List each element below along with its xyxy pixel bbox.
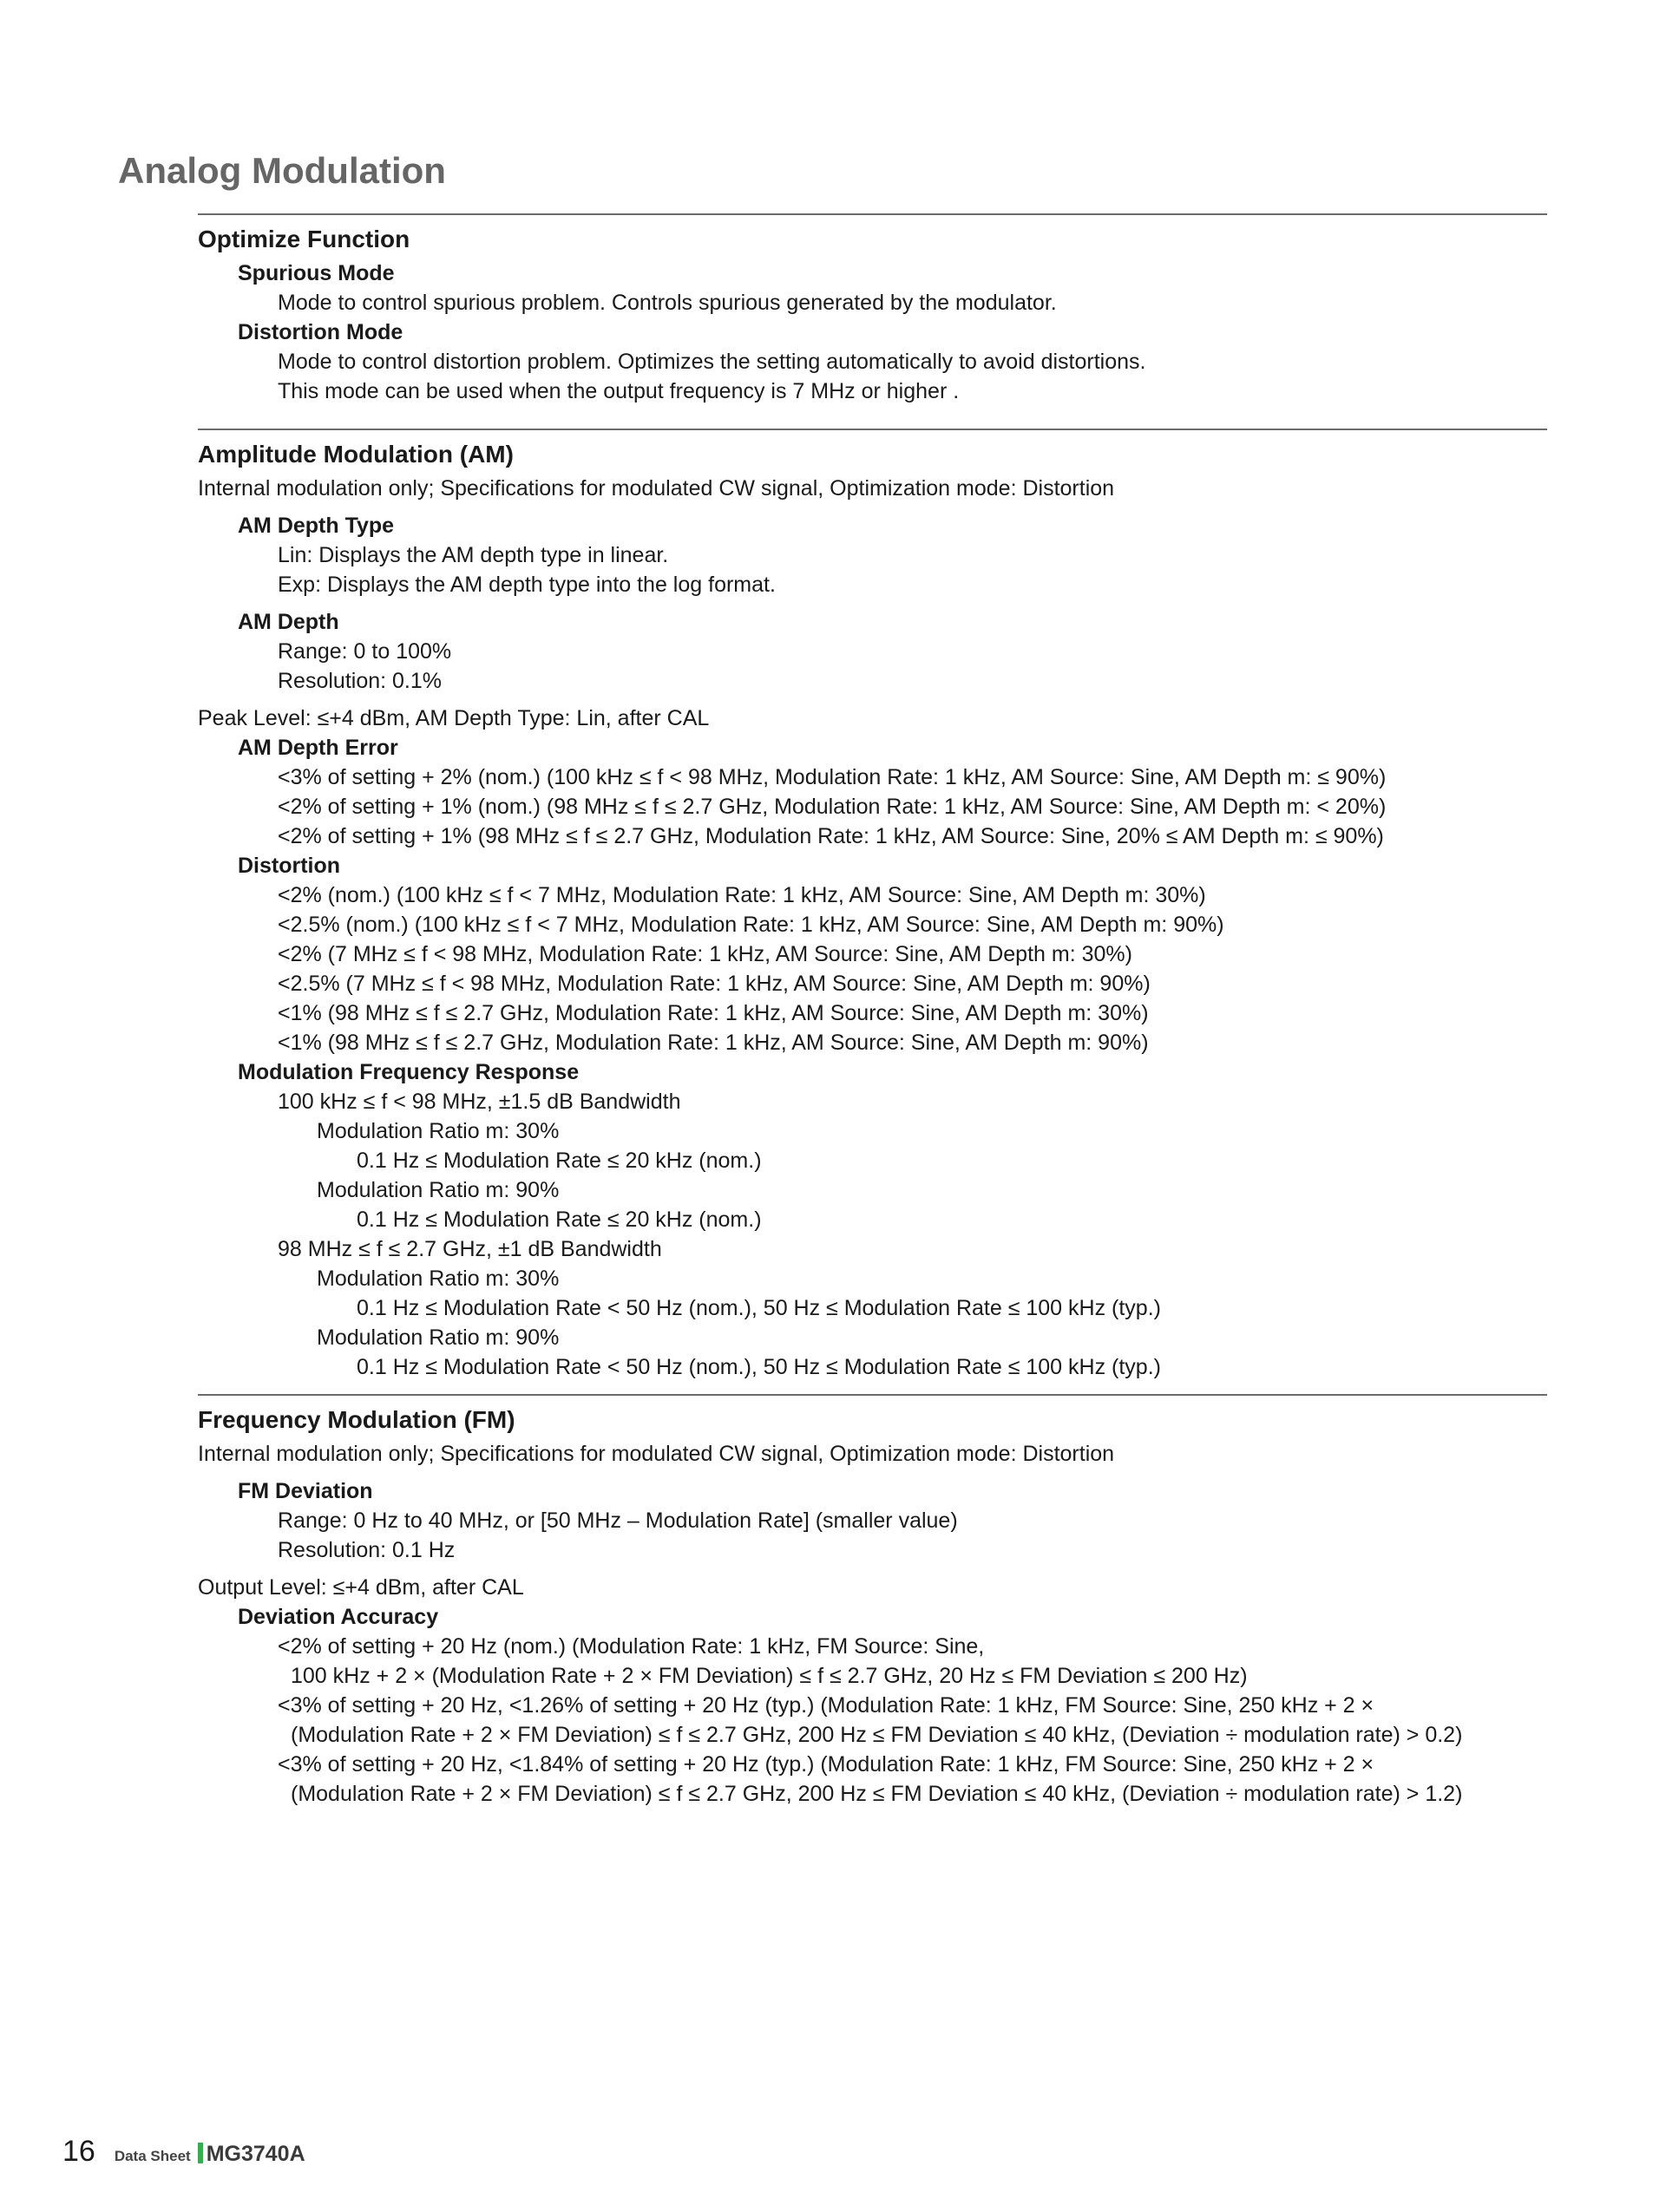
mfr-rate: 0.1 Hz ≤ Modulation Rate < 50 Hz (nom.), 50 Hz ≤ Modulation Rate ≤ 100 kHz (typ.) bbox=[357, 1355, 1161, 1379]
mfr-rate: 0.1 Hz ≤ Modulation Rate ≤ 20 kHz (nom.) bbox=[357, 1149, 762, 1173]
am-depth-type-lin: Lin: Displays the AM depth type in linear. bbox=[278, 543, 669, 567]
mfr-band: 100 kHz ≤ f < 98 MHz, ±1.5 dB Bandwidth bbox=[278, 1090, 681, 1114]
mfr-rate: 0.1 Hz ≤ Modulation Rate ≤ 20 kHz (nom.) bbox=[357, 1207, 762, 1232]
fm-deviation-range: Range: 0 Hz to 40 MHz, or [50 MHz – Modulation Rate] (smaller value) bbox=[278, 1508, 958, 1533]
am-depth-type-title: AM Depth Type bbox=[238, 514, 395, 538]
distortion-mode-text: This mode can be used when the output frequency is 7 MHz or higher . bbox=[278, 379, 960, 403]
deviation-accuracy-title: Deviation Accuracy bbox=[238, 1605, 439, 1629]
brand-bar-icon bbox=[198, 2143, 203, 2163]
model-name: MG3740A bbox=[206, 2142, 305, 2166]
spurious-mode-text: Mode to control spurious problem. Controls spurious generated by the modulator. bbox=[278, 291, 1057, 315]
mfr-ratio: Modulation Ratio m: 90% bbox=[317, 1178, 560, 1202]
fm-intro: Internal modulation only; Specifications for modulated CW signal, Optimization mode: Distortion bbox=[198, 1442, 1115, 1466]
output-level: Output Level: ≤+4 dBm, after CAL bbox=[198, 1575, 524, 1600]
am-section bbox=[198, 429, 1547, 1382]
am-distortion-title: Distortion bbox=[238, 854, 341, 878]
am-distortion-line: <1% (98 MHz ≤ f ≤ 2.7 GHz, Modulation Rate: 1 kHz, AM Source: Sine, AM Depth m: 90%) bbox=[278, 1031, 1149, 1055]
am-distortion-line: <2.5% (7 MHz ≤ f < 98 MHz, Modulation Rate: 1 kHz, AM Source: Sine, AM Depth m: 90%) bbox=[278, 972, 1151, 996]
deviation-accuracy-line: (Modulation Rate + 2 × FM Deviation) ≤ f ≤ 2.7 GHz, 200 Hz ≤ FM Deviation ≤ 40 kHz, (Deviation ÷ modulation rate) > 1.2) bbox=[291, 1782, 1463, 1806]
deviation-accuracy-line: <3% of setting + 20 Hz, <1.84% of setting + 20 Hz (typ.) (Modulation Rate: 1 kHz, FM Source: Sine, 250 kHz + 2 × bbox=[278, 1752, 1374, 1777]
am-depth-error-line: <2% of setting + 1% (nom.) (98 MHz ≤ f ≤ 2.7 GHz, Modulation Rate: 1 kHz, AM Source: Sine, AM Depth m: < 20%) bbox=[278, 795, 1387, 819]
mfr-rate: 0.1 Hz ≤ Modulation Rate < 50 Hz (nom.), 50 Hz ≤ Modulation Rate ≤ 100 kHz (typ.) bbox=[357, 1296, 1161, 1320]
am-distortion-line: <1% (98 MHz ≤ f ≤ 2.7 GHz, Modulation Rate: 1 kHz, AM Source: Sine, AM Depth m: 30%) bbox=[278, 1001, 1149, 1025]
spurious-mode-title: Spurious Mode bbox=[238, 261, 395, 285]
section-heading: Optimize Function bbox=[198, 226, 410, 252]
section-heading: Frequency Modulation (FM) bbox=[198, 1406, 515, 1433]
am-intro: Internal modulation only; Specifications for modulated CW signal, Optimization mode: Distortion bbox=[198, 476, 1115, 501]
page-title: Analog Modulation bbox=[118, 150, 446, 191]
am-distortion-line: <2.5% (nom.) (100 kHz ≤ f < 7 MHz, Modulation Rate: 1 kHz, AM Source: Sine, AM Depth m: 90%) bbox=[278, 913, 1224, 937]
am-depth-error-title: AM Depth Error bbox=[238, 736, 398, 760]
am-depth-error-line: <3% of setting + 2% (nom.) (100 kHz ≤ f < 98 MHz, Modulation Rate: 1 kHz, AM Source: Sine, AM Depth m: ≤ 90%) bbox=[278, 765, 1387, 789]
am-depth-title: AM Depth bbox=[238, 610, 339, 634]
fm-deviation-title: FM Deviation bbox=[238, 1479, 373, 1503]
optimize-section bbox=[198, 213, 1547, 406]
distortion-mode-text: Mode to control distortion problem. Optimizes the setting automatically to avoid distortions. bbox=[278, 350, 1146, 374]
section-heading: Amplitude Modulation (AM) bbox=[198, 441, 514, 468]
am-depth-resolution: Resolution: 0.1% bbox=[278, 669, 443, 693]
deviation-accuracy-line: <2% of setting + 20 Hz (nom.) (Modulation Rate: 1 kHz, FM Source: Sine, bbox=[278, 1634, 985, 1659]
am-depth-range: Range: 0 to 100% bbox=[278, 639, 452, 664]
page-footer bbox=[62, 2135, 305, 2169]
fm-section bbox=[198, 1394, 1547, 1809]
am-depth-error-line: <2% of setting + 1% (98 MHz ≤ f ≤ 2.7 GHz, Modulation Rate: 1 kHz, AM Source: Sine, 20% ≤ AM Depth m: ≤ 90%) bbox=[278, 824, 1384, 848]
mfr-ratio: Modulation Ratio m: 90% bbox=[317, 1325, 560, 1350]
deviation-accuracy-line: 100 kHz + 2 × (Modulation Rate + 2 × FM Deviation) ≤ f ≤ 2.7 GHz, 20 Hz ≤ FM Deviation ≤ 200 Hz) bbox=[291, 1664, 1248, 1688]
footer-label: Data Sheet bbox=[114, 2148, 191, 2164]
am-distortion-line: <2% (7 MHz ≤ f < 98 MHz, Modulation Rate: 1 kHz, AM Source: Sine, AM Depth m: 30%) bbox=[278, 942, 1132, 966]
am-distortion-line: <2% (nom.) (100 kHz ≤ f < 7 MHz, Modulation Rate: 1 kHz, AM Source: Sine, AM Depth m: 30%) bbox=[278, 883, 1206, 907]
distortion-mode-title: Distortion Mode bbox=[238, 320, 403, 344]
page-number: 16 bbox=[62, 2135, 95, 2168]
am-depth-type-exp: Exp: Displays the AM depth type into the log format. bbox=[278, 573, 776, 597]
fm-deviation-resolution: Resolution: 0.1 Hz bbox=[278, 1538, 456, 1562]
deviation-accuracy-line: (Modulation Rate + 2 × FM Deviation) ≤ f ≤ 2.7 GHz, 200 Hz ≤ FM Deviation ≤ 40 kHz, (Deviation ÷ modulation rate) > 0.2) bbox=[291, 1723, 1463, 1747]
mfr-ratio: Modulation Ratio m: 30% bbox=[317, 1119, 560, 1143]
mfr-band: 98 MHz ≤ f ≤ 2.7 GHz, ±1 dB Bandwidth bbox=[278, 1237, 662, 1261]
peak-level: Peak Level: ≤+4 dBm, AM Depth Type: Lin, after CAL bbox=[198, 706, 710, 730]
mfr-ratio: Modulation Ratio m: 30% bbox=[317, 1266, 560, 1291]
mod-freq-response-title: Modulation Frequency Response bbox=[238, 1060, 580, 1084]
deviation-accuracy-line: <3% of setting + 20 Hz, <1.26% of setting + 20 Hz (typ.) (Modulation Rate: 1 kHz, FM Source: Sine, 250 kHz + 2 × bbox=[278, 1693, 1374, 1718]
